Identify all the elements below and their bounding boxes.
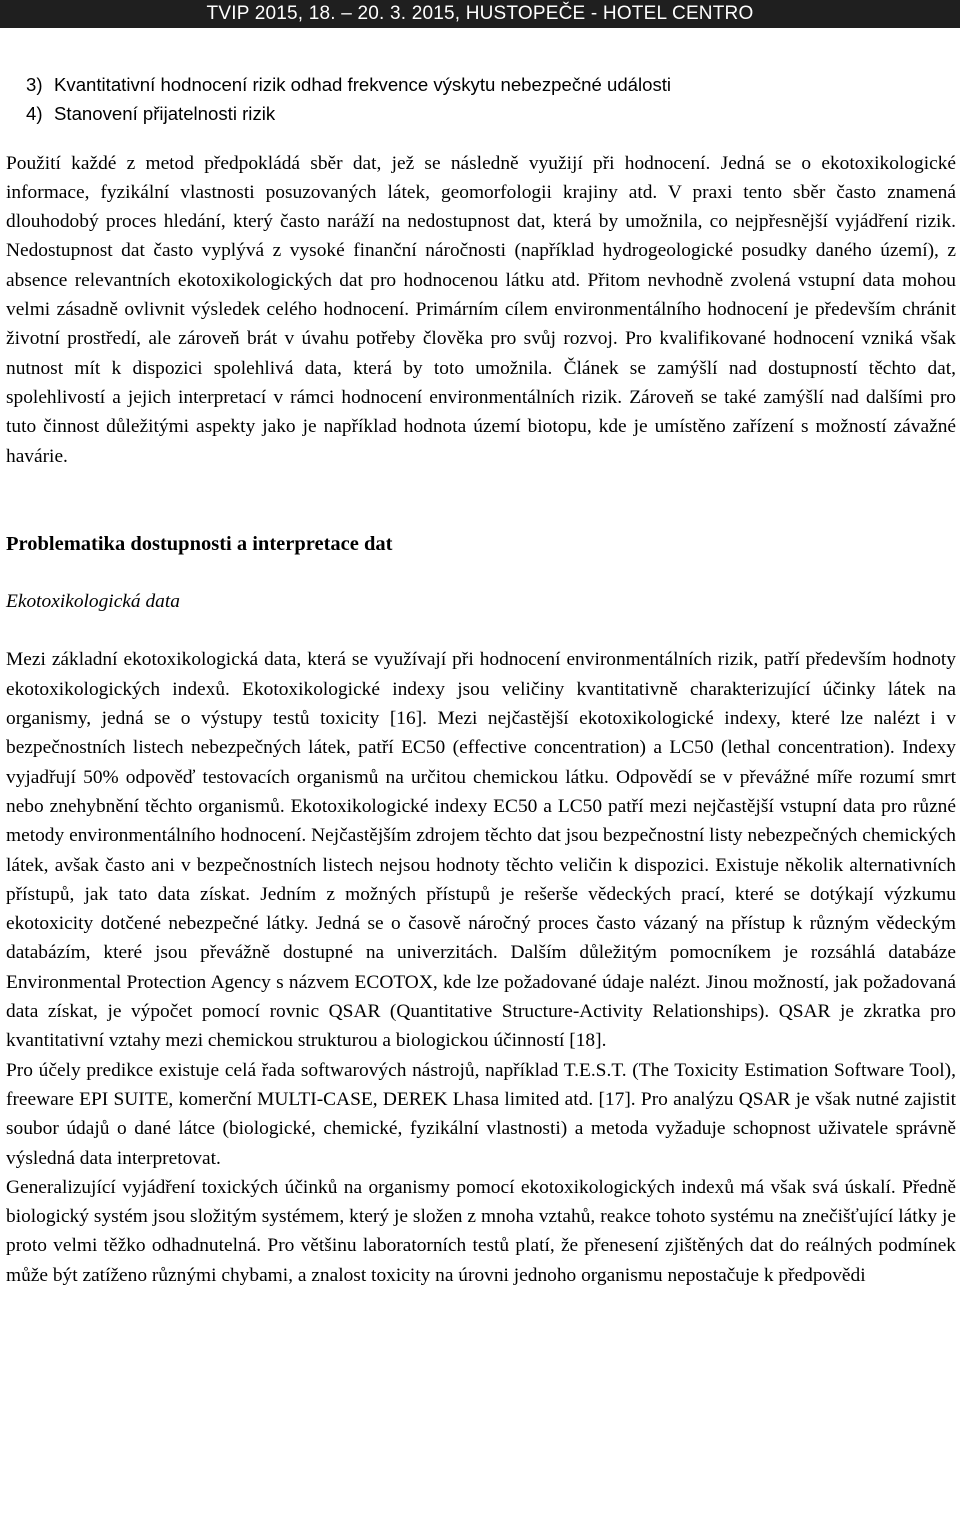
paragraph-software-tools: Pro účely predikce existuje celá řada softwarových nástrojů, například T.E.S.T. (The Toxicity Estimation Software Tool), freeware EPI SUITE, komerční MULTI-CASE, DEREK Lhasa limited atd. [17]. Pro analýzu QSAR je však nutné zajistit soubor údajů o dané látce (biologické, chemické, fyzikální vlastnosti) a metoda vyžaduje schopnost uživatele správně výsledná data interpretovat. xyxy=(6,1059,956,1169)
list-number: 4) xyxy=(26,103,43,125)
list-number: 3) xyxy=(26,74,43,95)
paragraph-intro: Použití každé z metod předpokládá sběr dat, jež se následně využijí při hodnocení. Jedná se o ekotoxikologické informace, fyzikální vlastnosti posuzovaných látek, geomorfologii krajiny atd. V praxi tento sběr často znamená dlouhodobý proces hledání, který často naráží na nedostupnost dat, která by umožnila, co nejpřesnější vyjádření rizik. Nedostupnost dat často vyplývá z vysoké finanční náročnosti (například hydrogeologické posudky daného území), z absence relevantních ekotoxikologických dat pro hodnocenou látku atd. Přitom nevhodně zvolená vstupní data mohou velmi zásadně ovlivnit výsledek celého hodnocení. Primárním cílem environmentálního hodnocení je především chránit životní prostředí, ale zároveň brát v úvahu potřeby člověka pro svůj rozvoj. Pro kvalifikované hodnocení vzniká však nutnost mít k dispozici spolehlivá data, která by toto umožnila. Článek se zamýšlí nad dostupností těchto dat, spolehlivostí a jejich interpretací v rámci hodnocení environmentálních rizik. Zároveň se také zamýšlí nad dalšími pro tuto činnost důležitými aspekty jako je například hodnota území biotopu, kde je umístěno zařízení s možností závažné havárie. xyxy=(6,152,956,467)
paragraph-ecotox-data: Mezi základní ekotoxikologická data, která se využívají při hodnocení environmentálních rizik, patří především hodnoty ekotoxikologických indexů. Ekotoxikologické indexy jsou veličiny kvantitativně charakterizující účinky látek na organismy, jedná se o výstupy testů toxicity [16]. Mezi nejčastější ekotoxikologické indexy, které lze nalézt i v bezpečnostních listech nebezpečných látek, patří EC50 (effective concentration) a LC50 (lethal concentration). Indexy vyjadřují 50% odpověď testovacích organismů na určitou chemickou látku. Odpovědí se v převážné míře rozumí smrt nebo znehybnění těchto organismů. Ekotoxikologické indexy EC50 a LC50 patří mezi nejčastější vstupní data pro různé metody environmentálního hodnocení. Nejčastějším zdrojem těchto dat jsou bezpečnostní listy nebezpečných chemických látek, avšak často ani v bezpečnostních listech nejsou hodnoty těchto veličin k dispozici. Existuje několik alternativních přístupů, jak tato data získat. Jedním z možných přístupů je rešerše vědeckých prací, které se dotýkají výzkumu ekotoxicity dotčené nebezpečné látky. Jedná se o časově náročný proces často vázaný na přístup k různým vědeckým databázím, které jsou převážně dostupné na univerzitách. Dalším důležitým pomocníkem je rozsáhlá databáze Environmental Protection Agency s názvem ECOTOX, kde lze požadované údaje nalézt. Jinou možností, jak požadovaná data získat, je výpočet pomocí rovnic QSAR (Quantitative Structure-Activity Relationships). QSAR je zkratka pro kvantitativní vztahy mezi chemickou strukturou a biologickou účinností [18]. xyxy=(6,649,956,1052)
section-subheading: Ekotoxikologická data xyxy=(6,591,180,613)
list-text: Kvantitativní hodnocení rizik odhad frekvence výskytu nebezpečné události xyxy=(54,74,672,95)
section-heading: Problematika dostupnosti a interpretace dat xyxy=(6,532,393,555)
conference-header: TVIP 2015, 18. – 20. 3. 2015, HUSTOPEČE - HOTEL CENTRO xyxy=(0,0,960,28)
paragraph-generalization: Generalizující vyjádření toxických účinků na organismy pomocí ekotoxikologických indexů má však svá úskalí. Předně biologický systém jsou složitým systémem, který je složen z mnoha vztahů, reakce tohoto systému na znečišťující látky je proto velmi těžko odhadnutelná. Pro většinu laboratorních testů platí, že přenesení zjištěných dat do reálných podmínek může být zatíženo různými chybami, a znalost toxicity na úrovni jednoho organismu nepostačuje k předpovědi xyxy=(6,1176,956,1286)
numbered-list xyxy=(6,70,956,129)
page-content xyxy=(6,70,956,1290)
list-item xyxy=(6,70,956,99)
list-text: Stanovení přijatelnosti rizik xyxy=(54,103,276,125)
list-item xyxy=(6,99,956,128)
